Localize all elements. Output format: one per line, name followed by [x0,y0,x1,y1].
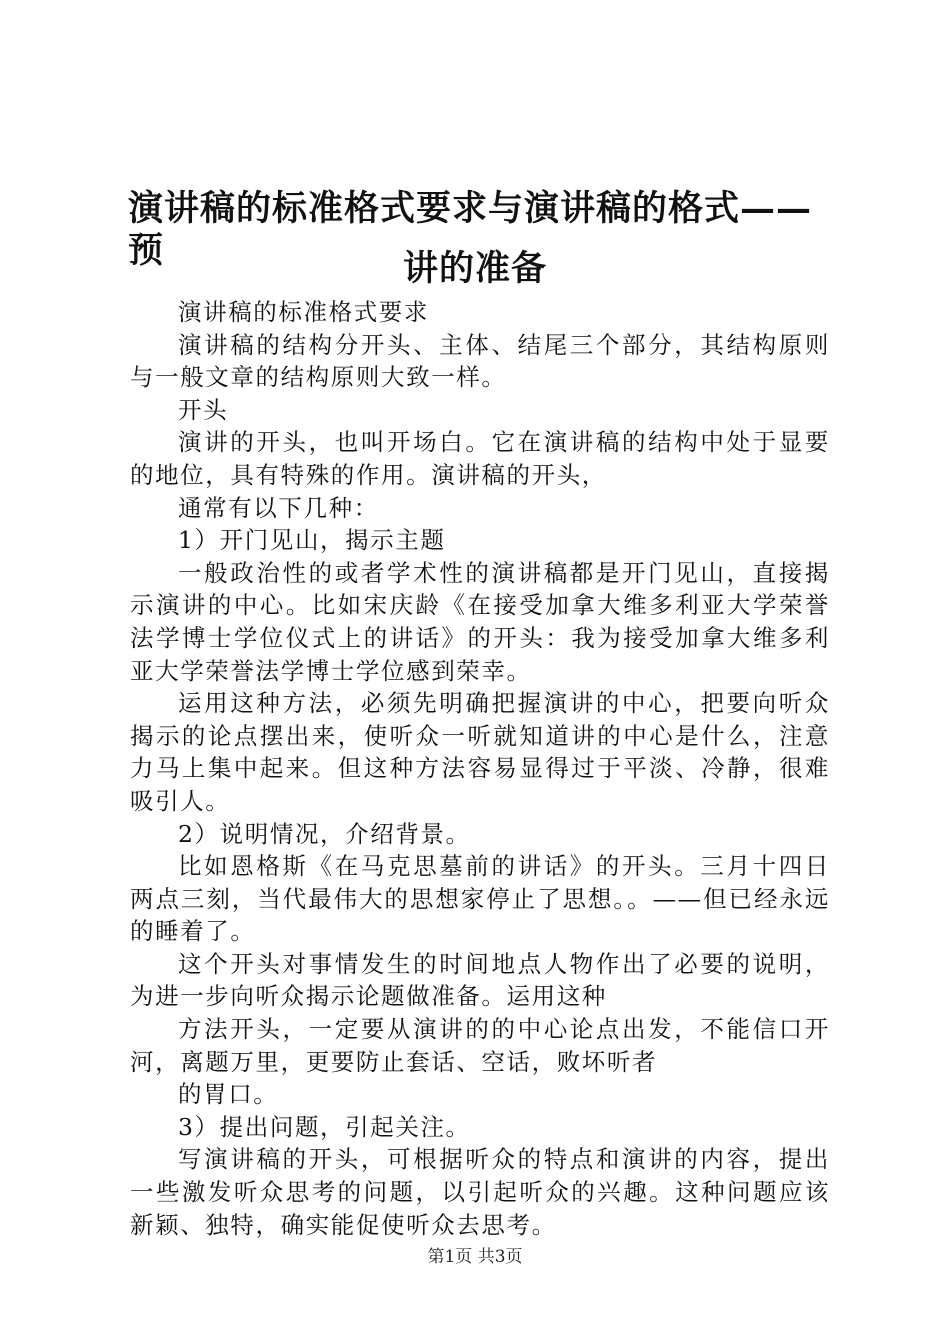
paragraph: 演讲稿的标准格式要求 [178,298,429,326]
paragraph: 写演讲稿的开头，可根据听众的特点和演讲的内容，提出一些激发听众思考的问题，以引起听众的兴趣。这种问题应该新颖、独特，确实能促使听众去思考。 [130,1145,830,1239]
paragraph: 比如恩格斯《在马克思墓前的讲话》的开头。三月十四日两点三刻，当代最伟大的思想家停止了思想。。——但已经永远的睡着了。 [130,852,830,946]
document-title-line1: 演讲稿的标准格式要求与演讲稿的格式——预 [128,188,813,271]
document-title-line2: 讲的准备 [402,248,547,289]
paragraph: 演讲的开头，也叫开场白。它在演讲稿的结构中处于显要的地位，具有特殊的作用。演讲稿的开头， [130,428,830,489]
page-number-footer: 第1页 共3页 [427,1247,523,1267]
paragraph: 一般政治性的或者学术性的演讲稿都是开门见山，直接揭示演讲的中心。比如宋庆龄《在接受加拿大维多利亚大学荣誉法学博士学位仪式上的讲话》的开头：我为接受加拿大维多利亚大学荣誉法学博士学位感到荣幸。 [130,558,830,685]
paragraph: 这个开头对事情发生的时间地点人物作出了必要的说明，为进一步向听众揭示论题做准备。运用这种 [130,949,830,1011]
paragraph: 开头 [178,395,229,424]
document-body [130,296,830,1241]
paragraph: 3）提出问题，引起关注。 [178,1112,471,1141]
paragraph: 通常有以下几种： [178,493,379,522]
paragraph: 1）开门见山，揭示主题 [178,526,446,555]
paragraph: 演讲稿的结构分开头、主体、结尾三个部分，其结构原则与一般文章的结构原则大致一样。 [130,330,830,392]
paragraph: 方法开头，一定要从演讲的的中心论点出发，不能信口开河，离题万里，更要防止套话、空话，败坏听者 [130,1015,830,1076]
paragraph: 运用这种方法，必须先明确把握演讲的中心，把要向听众揭示的论点摆出来，使听众一听就知道讲的中心是什么，注意力马上集中起来。但这种方法容易显得过于平淡、冷静，很难吸引人。 [130,689,830,815]
paragraph: 2）说明情况，介绍背景。 [178,819,471,848]
paragraph: 的胃口。 [178,1080,279,1109]
